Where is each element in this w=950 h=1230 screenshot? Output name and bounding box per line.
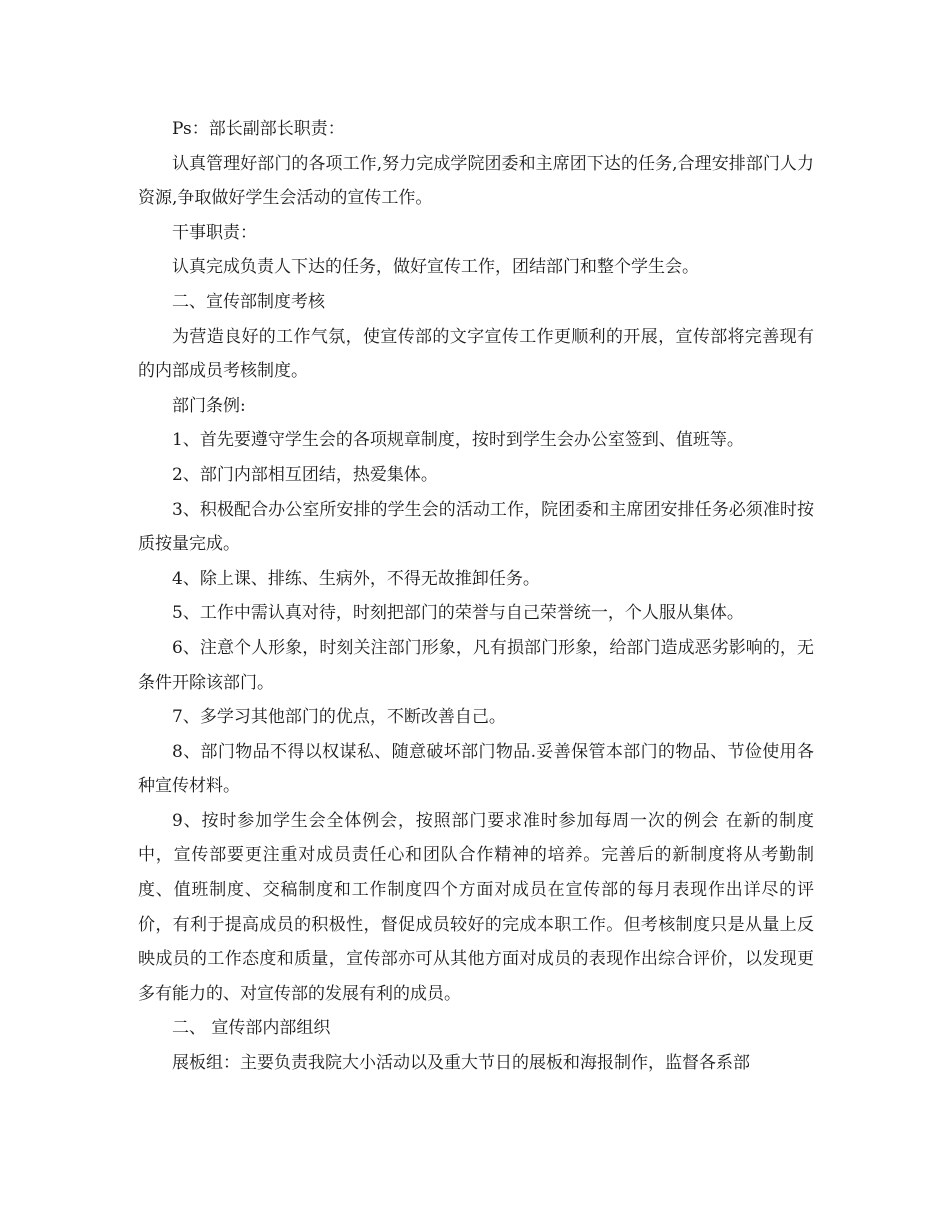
paragraph-rules-heading: 部门条例: xyxy=(172,395,246,416)
paragraph-minister-duties: 认真管理好部门的各项工作,努力完成学院团委和主席团下达的任务,合理安排部门人力资源,争取做好学生会活动的宣传工作。 xyxy=(138,153,814,209)
rule-item-9: 9、按时参加学生会全体例会，按照部门要求准时参加每周一次的例会 在新的制度中，宣传部要更注重对成员责任心和团队合作精神的培养。完善后的新制度将从考勤制度、值班制度、交稿制度和工作制度四个方面对成员在宣传部的每月表现作出详尽的评价，有利于提高成员的积极性，督促成员较好的完成本职工作。但考核制度只是从量上反映成员的工作态度和质量，宣传部亦可从其他方面对成员的表现作出综合评价，以发现更多有能力的、对宣传部的发展有利的成员。 xyxy=(138,810,814,1004)
paragraph-display-board-group: 展板组：主要负责我院大小活动以及重大节日的展板和海报制作，监督各系部 xyxy=(172,1053,750,1074)
rule-item-8: 8、部门物品不得以权谋私、随意破坏部门物品.妥善保管本部门的物品、节俭使用各种宣传材料。 xyxy=(138,741,814,797)
rule-item-1: 1、首先要遵守学生会的各项规章制度，按时到学生会办公室签到、值班等。 xyxy=(172,430,744,451)
paragraph-staff-duties: 认真完成负责人下达的任务，做好宣传工作，团结部门和整个学生会。 xyxy=(172,257,699,278)
document-body xyxy=(138,112,814,1081)
paragraph-staff-heading: 干事职责： xyxy=(172,222,257,243)
rule-item-5: 5、工作中需认真对待，时刻把部门的荣誉与自己荣誉统一，个人服从集体。 xyxy=(172,603,744,624)
paragraph-assessment-intro: 为营造良好的工作气氛，使宣传部的文字宣传工作更顺利的开展，宣传部将完善现有的内部成员考核制度。 xyxy=(138,326,814,382)
rule-item-7: 7、多学习其他部门的优点，不断改善自己。 xyxy=(172,707,506,728)
section-heading-assessment: 二、宣传部制度考核 xyxy=(172,291,325,312)
section-heading-organization: 二、 宣传部内部组织 xyxy=(172,1018,331,1039)
rule-item-6: 6、注意个人形象，时刻关注部门形象，凡有损部门形象，给部门造成恶劣影响的，无条件开除该部门。 xyxy=(138,637,814,693)
rule-item-2: 2、部门内部相互团结，热爱集体。 xyxy=(172,464,438,485)
paragraph-role-heading: Ps：部长副部长职责： xyxy=(172,119,345,139)
rule-item-4: 4、除上课、排练、生病外，不得无故推卸任务。 xyxy=(172,568,540,589)
rule-item-3: 3、积极配合办公室所安排的学生会的活动工作，院团委和主席团安排任务必须准时按质按量完成。 xyxy=(138,499,814,555)
